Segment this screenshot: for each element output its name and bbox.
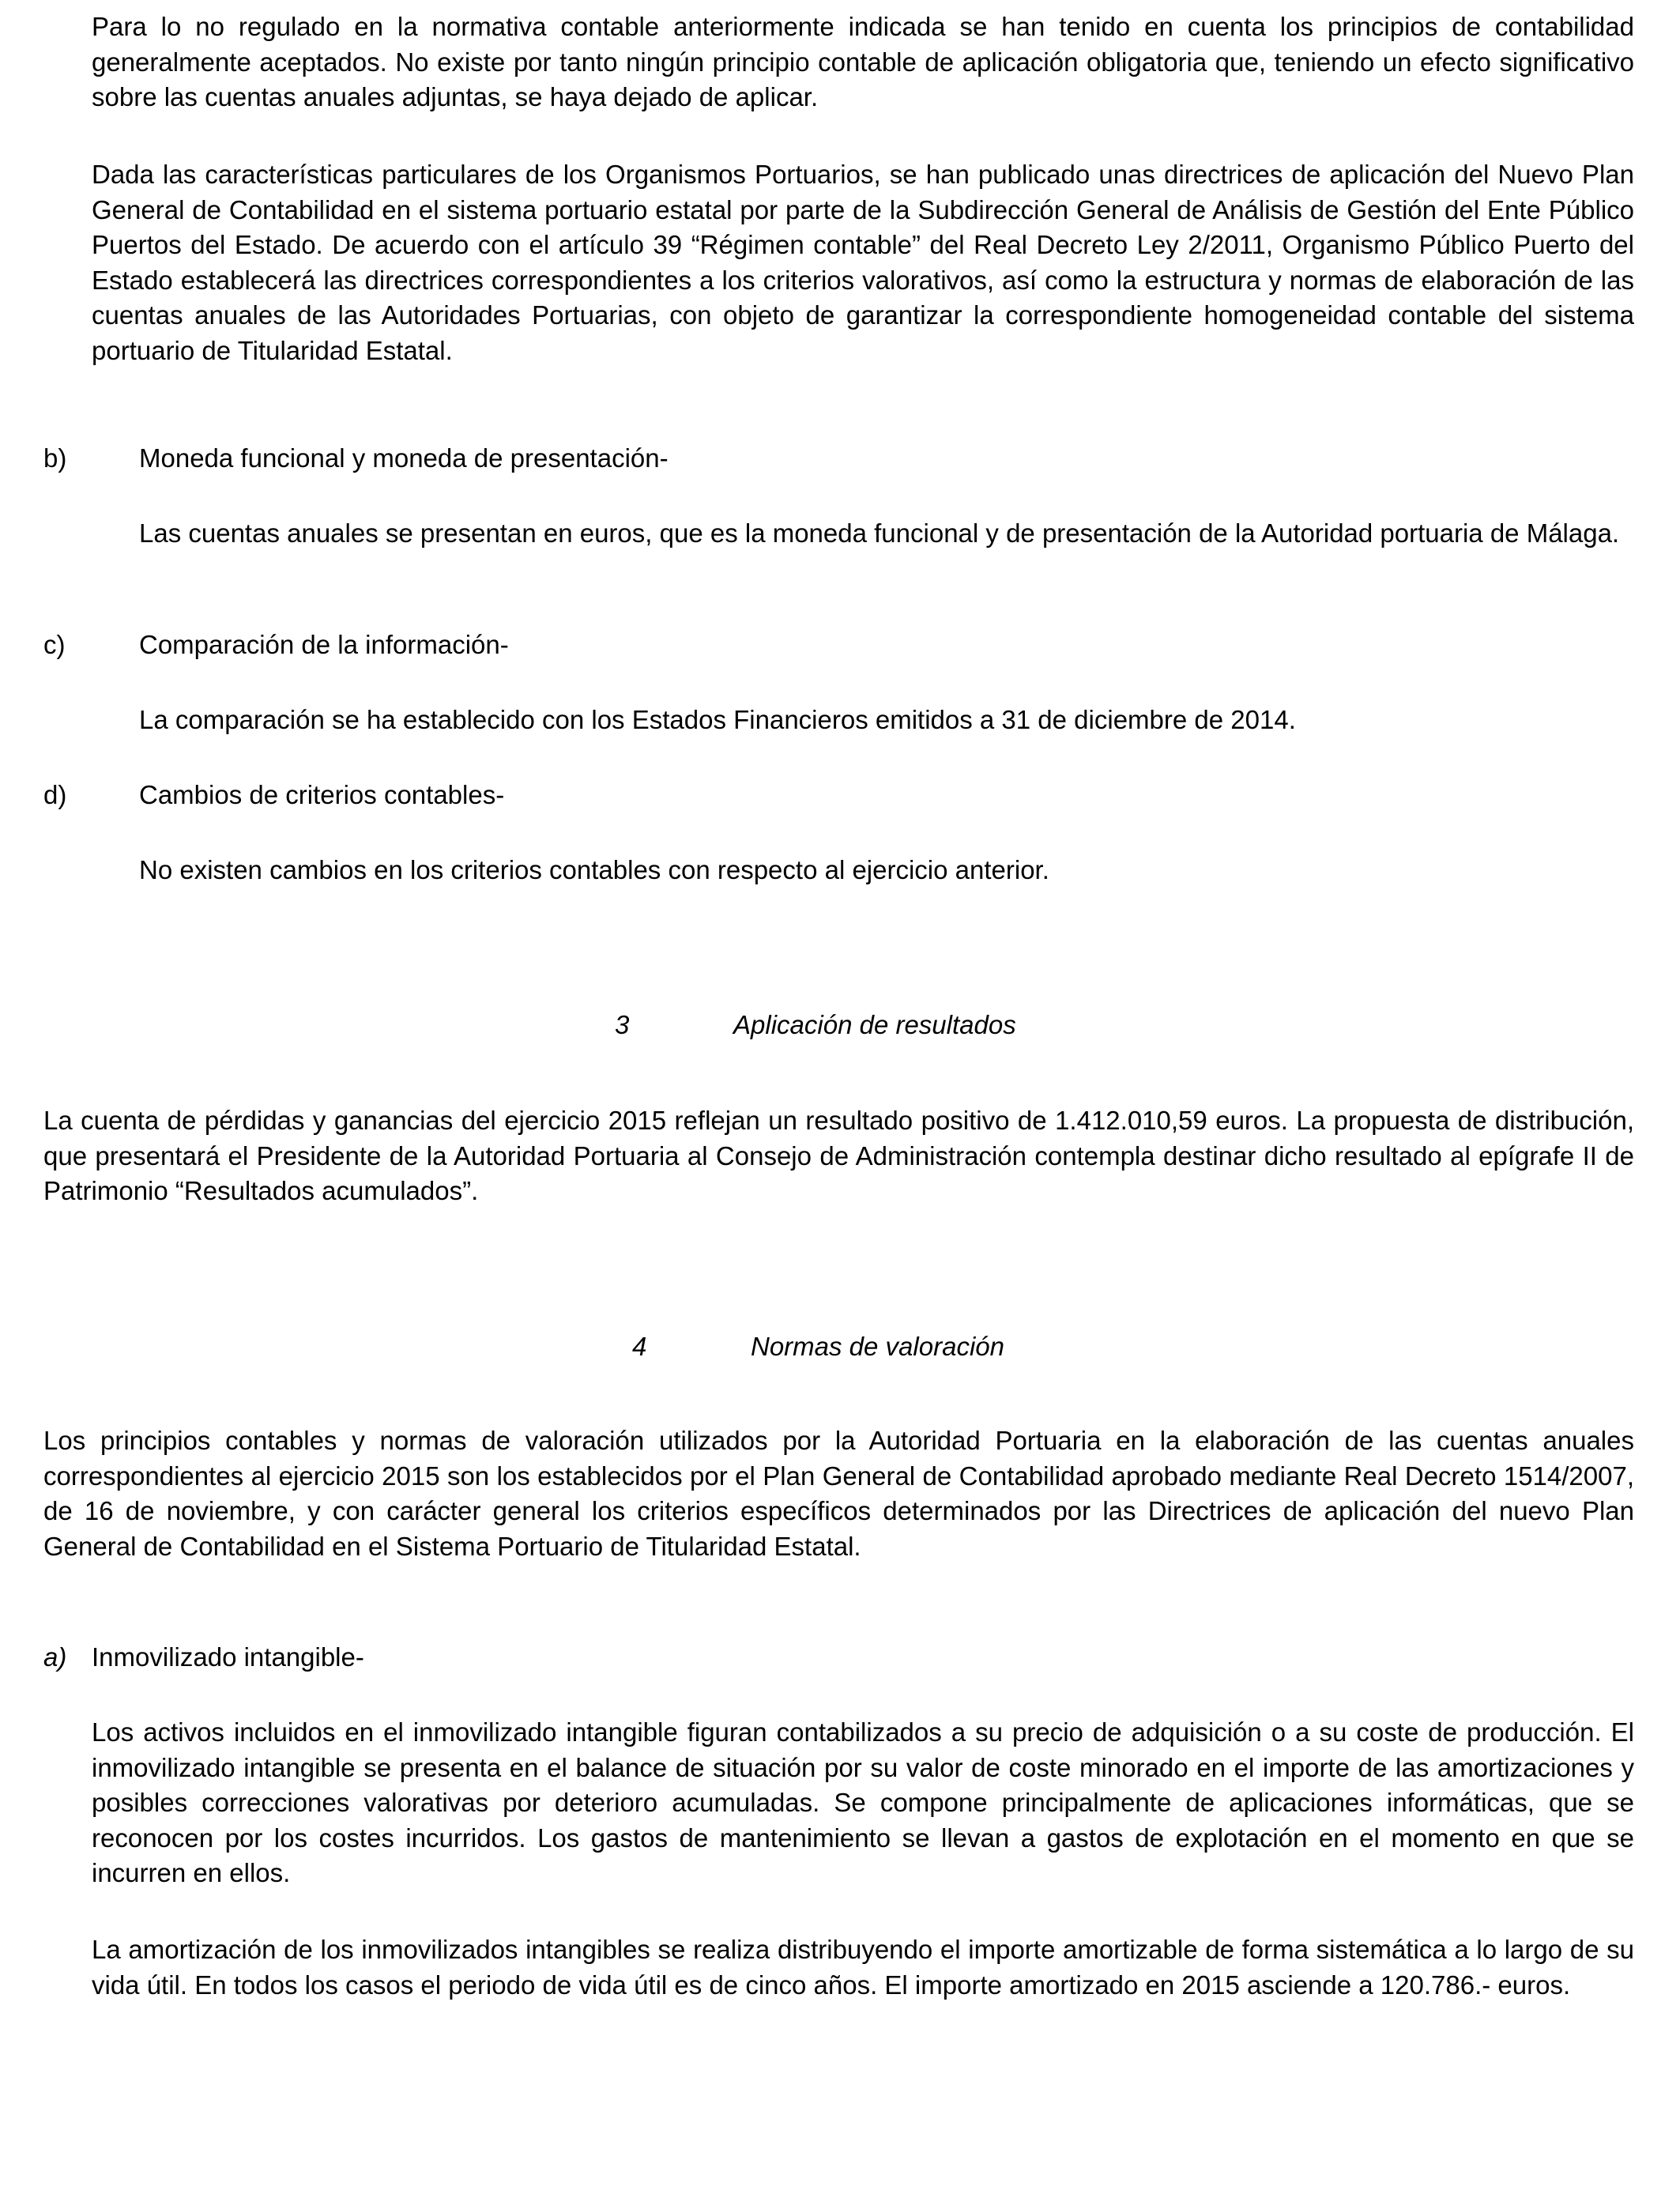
section-4-number: 4 xyxy=(632,1332,647,1361)
item-a-letter: a) xyxy=(43,1642,67,1672)
section-4-title: Normas de valoración xyxy=(751,1332,1004,1361)
section-4-body: Los principios contables y normas de valoración utilizados por la Autoridad Portuaria en la elaboración de las cuentas anuales correspondientes al ejercicio 2015 son los establecidos por el Plan General de Contabilidad aprobado mediante Real Decreto 1514/2007, de 16 de noviembre, y con carácter general los criterios específicos determinados por las Directrices de aplicación del nuevo Plan General de Contabilidad en el Sistema Portuario de Titularidad Estatal. xyxy=(43,1426,1634,1561)
section-3-body: La cuenta de pérdidas y ganancias del ejercicio 2015 reflejan un resultado positivo de 1.412.010,59 euros. La propuesta de distribución, que presentará el Presidente de la Autoridad Portuaria al Consejo de Administración contempla destinar dicho resultado al epígrafe II de Patrimonio “Resultados acumulados”. xyxy=(43,1106,1634,1205)
item-c-title: Comparación de la información- xyxy=(139,630,509,659)
item-b-body: Las cuentas anuales se presentan en euros, que es la moneda funcional y de presentación de la Autoridad portuaria de Málaga. xyxy=(139,518,1620,548)
item-a-title: Inmovilizado intangible- xyxy=(92,1642,364,1672)
item-a-body-1: Los activos incluidos en el inmovilizado intangible figuran contabilizados a su precio de adquisición o a su coste de producción. El inmovilizado intangible se presenta en el balance de situación por su valor de coste minorado en el importe de las amortizaciones y posibles correcciones valorativas por deterioro acumuladas. Se compone principalmente de aplicaciones informáticas, que se reconocen por los costes incurridos. Los gastos de mantenimiento se llevan a gastos de explotación en el momento en que se incurren en ellos. xyxy=(92,1717,1634,1887)
item-a-body-2: La amortización de los inmovilizados intangibles se realiza distribuyendo el importe amortizable de forma sistemática a lo largo de su vida útil. En todos los casos el periodo de vida útil es de cinco años. El importe amortizado en 2015 asciende a 120.786.- euros. xyxy=(92,1935,1634,2000)
item-d-letter: d) xyxy=(43,780,67,809)
item-d-title: Cambios de criterios contables- xyxy=(139,780,505,809)
item-d-body: No existen cambios en los criterios contables con respecto al ejercicio anterior. xyxy=(139,855,1049,884)
item-c-letter: c) xyxy=(43,630,66,659)
item-c-body: La comparación se ha establecido con los Estados Financieros emitidos a 31 de diciembre de 2014. xyxy=(139,705,1296,734)
section-3-number: 3 xyxy=(615,1010,630,1039)
item-b-letter: b) xyxy=(43,443,67,473)
paragraph-port-directives: Dada las características particulares de los Organismos Portuarios, se han publicado unas directrices de aplicación del Nuevo Plan General de Contabilidad en el sistema portuario estatal por parte de la Subdirección General de Análisis de Gestión del Ente Público Puertos del Estado. De acuerdo con el artículo 39 “Régimen contable” del Real Decreto Ley 2/2011, Organismo Público Puerto del Estado establecerá las directrices correspondientes a los criterios valorativos, así como la estructura y normas de elaboración de las cuentas anuales de las Autoridades Portuarias, con objeto de garantizar la correspondiente homogeneidad contable del sistema portuario de Titularidad Estatal. xyxy=(92,160,1634,365)
paragraph-unregulated-principles: Para lo no regulado en la normativa contable anteriormente indicada se han tenido en cuenta los principios de contabilidad generalmente aceptados. No existe por tanto ningún principio contable de aplicación obligatoria que, teniendo un efecto significativo sobre las cuentas anuales adjuntas, se haya dejado de aplicar. xyxy=(92,12,1634,111)
item-b-title: Moneda funcional y moneda de presentación- xyxy=(139,443,669,473)
section-3-title: Aplicación de resultados xyxy=(733,1010,1016,1039)
